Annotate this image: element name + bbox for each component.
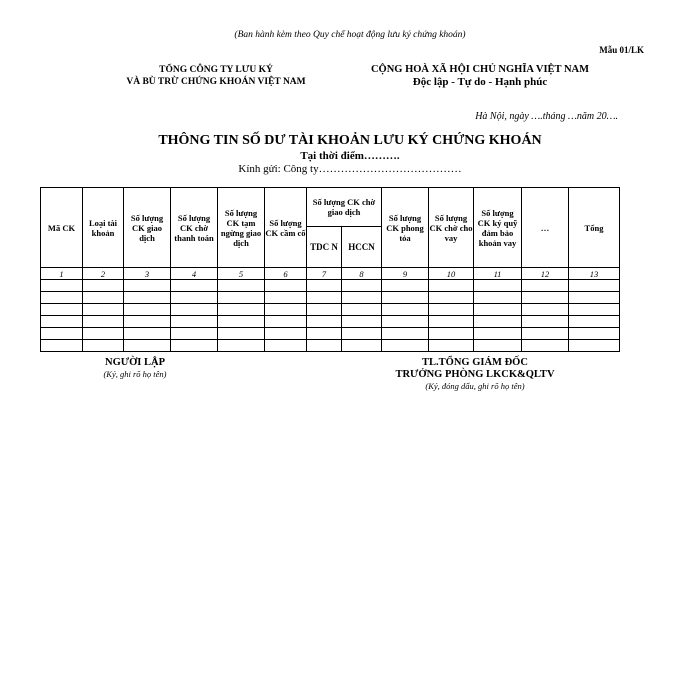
table-cell [474,328,522,340]
org-name-line2: VÀ BÙ TRỪ CHỨNG KHOÁN VIỆT NAM [126,77,306,87]
column-number: 8 [342,268,382,280]
national-heading [350,64,610,88]
table-cell [218,328,265,340]
column-number: 3 [124,268,171,280]
table-cell [342,292,382,304]
table-cell [83,304,124,316]
balance-table [40,187,620,352]
department-head-title: TRƯỞNG PHÒNG LKCK&QLTV [395,369,555,380]
column-number: 12 [522,268,569,280]
header-ma-ck: Mã CK [41,188,83,268]
table-cell [342,304,382,316]
document-subtitle: Tại thời điểm………. [300,150,400,162]
form-code: Mẫu 01/LK [599,45,644,55]
table-cell [474,280,522,292]
table-row [41,292,620,304]
recipient-line: Kính gửi: Công ty………………………………… [238,163,462,175]
table-row [41,316,620,328]
table-cell [382,328,429,340]
header-tong: Tổng [569,188,620,268]
table-cell [474,292,522,304]
table-cell [569,328,620,340]
table-cell [124,316,171,328]
director-signature [365,357,585,392]
table-cell [474,304,522,316]
table-cell [522,328,569,340]
table-cell [522,340,569,352]
nation-name: CỘNG HOÀ XÃ HỘI CHỦ NGHĨA VIỆT NAM [370,64,590,75]
table-cell [124,340,171,352]
table-cell [124,328,171,340]
table-cell [307,304,342,316]
column-number: 6 [265,268,307,280]
column-number: 10 [429,268,474,280]
column-number: 4 [171,268,218,280]
table-cell [265,280,307,292]
header-sl-cho-giao-dich: Số lượng CK chờ giao dịch [307,188,382,227]
table-cell [83,328,124,340]
table-cell [218,316,265,328]
header-sl-cho-thanh-toan: Số lượng CK chờ thanh toán [171,188,218,268]
header-hccn: HCCN [342,227,382,268]
table-cell [382,316,429,328]
table-body [41,268,620,352]
header-sl-giao-dich: Số lượng CK giao dịch [124,188,171,268]
table-cell [569,280,620,292]
table-cell [83,316,124,328]
table-cell [41,316,83,328]
table-cell [307,340,342,352]
organization-block [96,64,336,88]
table-cell [307,316,342,328]
table-cell [522,292,569,304]
table-row [41,304,620,316]
column-number: 7 [307,268,342,280]
column-number: 5 [218,268,265,280]
table-row [41,328,620,340]
table-cell [474,340,522,352]
table-cell [429,304,474,316]
table-cell [382,280,429,292]
header-sl-tam-ngung: Số lượng CK tạm ngừng giao dịch [218,188,265,268]
issued-note: (Ban hành kèm theo Quy chế hoạt động lưu ký chứng khoán) [234,30,466,40]
table-cell [342,280,382,292]
table-cell [382,292,429,304]
table-cell [265,328,307,340]
header-sl-cho-vay: Số lượng CK chờ cho vay [429,188,474,268]
table-cell [83,340,124,352]
column-number: 9 [382,268,429,280]
table-cell [522,316,569,328]
table-cell [382,304,429,316]
table-cell [218,280,265,292]
director-title: TL.TỔNG GIÁM ĐỐC [422,357,528,368]
table-cell [171,316,218,328]
table-cell [342,316,382,328]
column-number: 2 [83,268,124,280]
table-cell [218,304,265,316]
table-cell [41,328,83,340]
header-sl-cam-co: Số lượng CK cầm cố [265,188,307,268]
table-cell [429,280,474,292]
table-cell [342,328,382,340]
table-cell [265,340,307,352]
column-number: 11 [474,268,522,280]
table-cell [569,316,620,328]
table-cell [171,328,218,340]
table-cell [124,292,171,304]
table-cell [474,316,522,328]
table-cell [569,304,620,316]
table-cell [124,304,171,316]
column-number: 1 [41,268,83,280]
table-cell [342,340,382,352]
table-cell [429,328,474,340]
table-cell [171,292,218,304]
table-cell [171,280,218,292]
header-ellipsis: … [522,188,569,268]
header-sl-phong-toa: Số lượng CK phong tỏa [382,188,429,268]
table-cell [522,280,569,292]
table-row [41,340,620,352]
table-cell [382,340,429,352]
table-cell [171,340,218,352]
table-row [41,280,620,292]
table-cell [218,340,265,352]
table-cell [429,316,474,328]
table-cell [429,292,474,304]
column-number-row [41,268,620,280]
header-loai-tai-khoan: Loại tài khoản [83,188,124,268]
table-cell [569,340,620,352]
table-cell [307,328,342,340]
table-cell [265,304,307,316]
table-cell [569,292,620,304]
director-note: (Ký, đóng dấu, ghi rõ họ tên) [425,381,525,391]
table-cell [265,292,307,304]
table-cell [124,280,171,292]
preparer-signature [70,357,200,380]
column-number: 13 [569,268,620,280]
table-cell [41,340,83,352]
table-cell [41,292,83,304]
header-sl-ky-quy: Số lượng CK ký quỹ đảm bảo khoản vay [474,188,522,268]
header-tdcn: TDC N [307,227,342,268]
table-cell [171,304,218,316]
document-title: THÔNG TIN SỐ DƯ TÀI KHOẢN LƯU KÝ CHỨNG KHOÁN [158,133,542,148]
table-cell [307,292,342,304]
table-cell [265,316,307,328]
table-cell [522,304,569,316]
table-cell [83,292,124,304]
preparer-note: (Ký, ghi rõ họ tên) [103,369,167,379]
org-name-line1: TỔNG CÔNG TY LƯU KÝ [159,65,273,75]
nation-motto: Độc lập - Tự do - Hạnh phúc [412,76,548,88]
table-cell [83,280,124,292]
table-cell [218,292,265,304]
table-cell [41,304,83,316]
table-cell [307,280,342,292]
table-cell [429,340,474,352]
preparer-title: NGƯỜI LẬP [105,357,165,368]
dateline: Hà Nội, ngày ….tháng …năm 20…. [475,111,618,122]
table-cell [41,280,83,292]
